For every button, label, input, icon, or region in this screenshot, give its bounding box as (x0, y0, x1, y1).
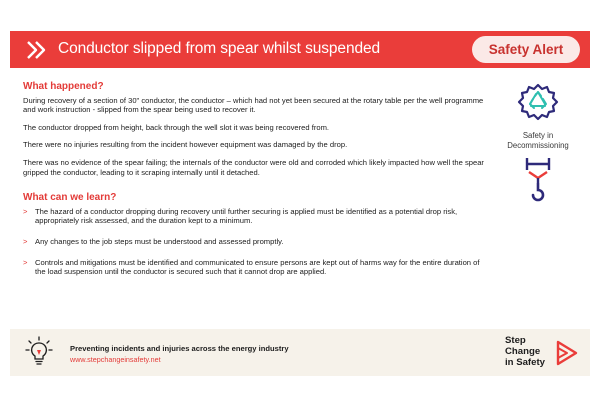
sidebar (495, 80, 581, 207)
what-can-we-learn-heading: What can we learn? (23, 192, 117, 204)
brand-line: Change (505, 346, 541, 357)
crane-hook-icon (523, 156, 553, 202)
bullet-marker: > (23, 257, 28, 267)
what-happened-heading: What happened? (23, 81, 104, 92)
bullet-marker: > (23, 236, 28, 246)
what-can-we-learn-section (23, 193, 485, 277)
brand-logo-text (505, 335, 545, 368)
learning-text: Any changes to the job steps must be understood and assessed promptly. (35, 236, 284, 246)
happened-paragraph: The conductor dropped from height, back through the well slot it was being recovered from. (23, 122, 330, 132)
footer-url-link[interactable]: www.stepchangeinsafety.net (70, 355, 161, 364)
happened-paragraph: During recovery of a section of 30" conductor, the conductor – which had not yet been secured at the rotary table per the well programme and work instruction - slipped from the spear being used to recover it. (23, 95, 484, 115)
brand-line: in Safety (505, 357, 545, 368)
brand-triangle-icon (555, 339, 579, 367)
brand-line: Step (505, 335, 526, 346)
sidebar-label-line2: Decommissioning (507, 140, 569, 150)
list-item (23, 207, 485, 226)
happened-paragraph: There were no injuries resulting from the incident however equipment was damaged by the drop. (23, 140, 348, 150)
recycle-gear-icon (516, 80, 560, 124)
learning-text: The hazard of a conductor dropping during recovery until further securing is applied must be identified as a potential drop risk, appropriately risk assessed, and the duration kept to a minimum. (35, 206, 458, 226)
happened-paragraph: There was no evidence of the spear failing; the internals of the conductor were old and corroded which likely impacted how well the spear gripped the conductor, leading to it scraping internally until it detached. (23, 157, 484, 177)
footer (10, 329, 590, 376)
sidebar-label-line1: Safety in (522, 131, 554, 140)
footer-tagline: Preventing incidents and injuries across the energy industry (70, 344, 289, 353)
list-item (23, 237, 485, 247)
learning-list (23, 207, 485, 277)
page-title: Conductor slipped from spear whilst suspended (58, 40, 381, 57)
safety-alert-badge: Safety Alert (472, 36, 580, 63)
chevron-right-icon (26, 40, 48, 60)
bullet-marker: > (23, 206, 28, 216)
learning-text: Controls and mitigations must be identified and communicated to ensure persons are kept out of harms way for the entire duration of the load suspension until the conductor is secured such that it cannot drop are applied. (35, 257, 480, 277)
lightbulb-icon (24, 336, 54, 368)
list-item (23, 258, 485, 277)
alert-banner (10, 31, 590, 68)
alert-content (23, 82, 485, 288)
